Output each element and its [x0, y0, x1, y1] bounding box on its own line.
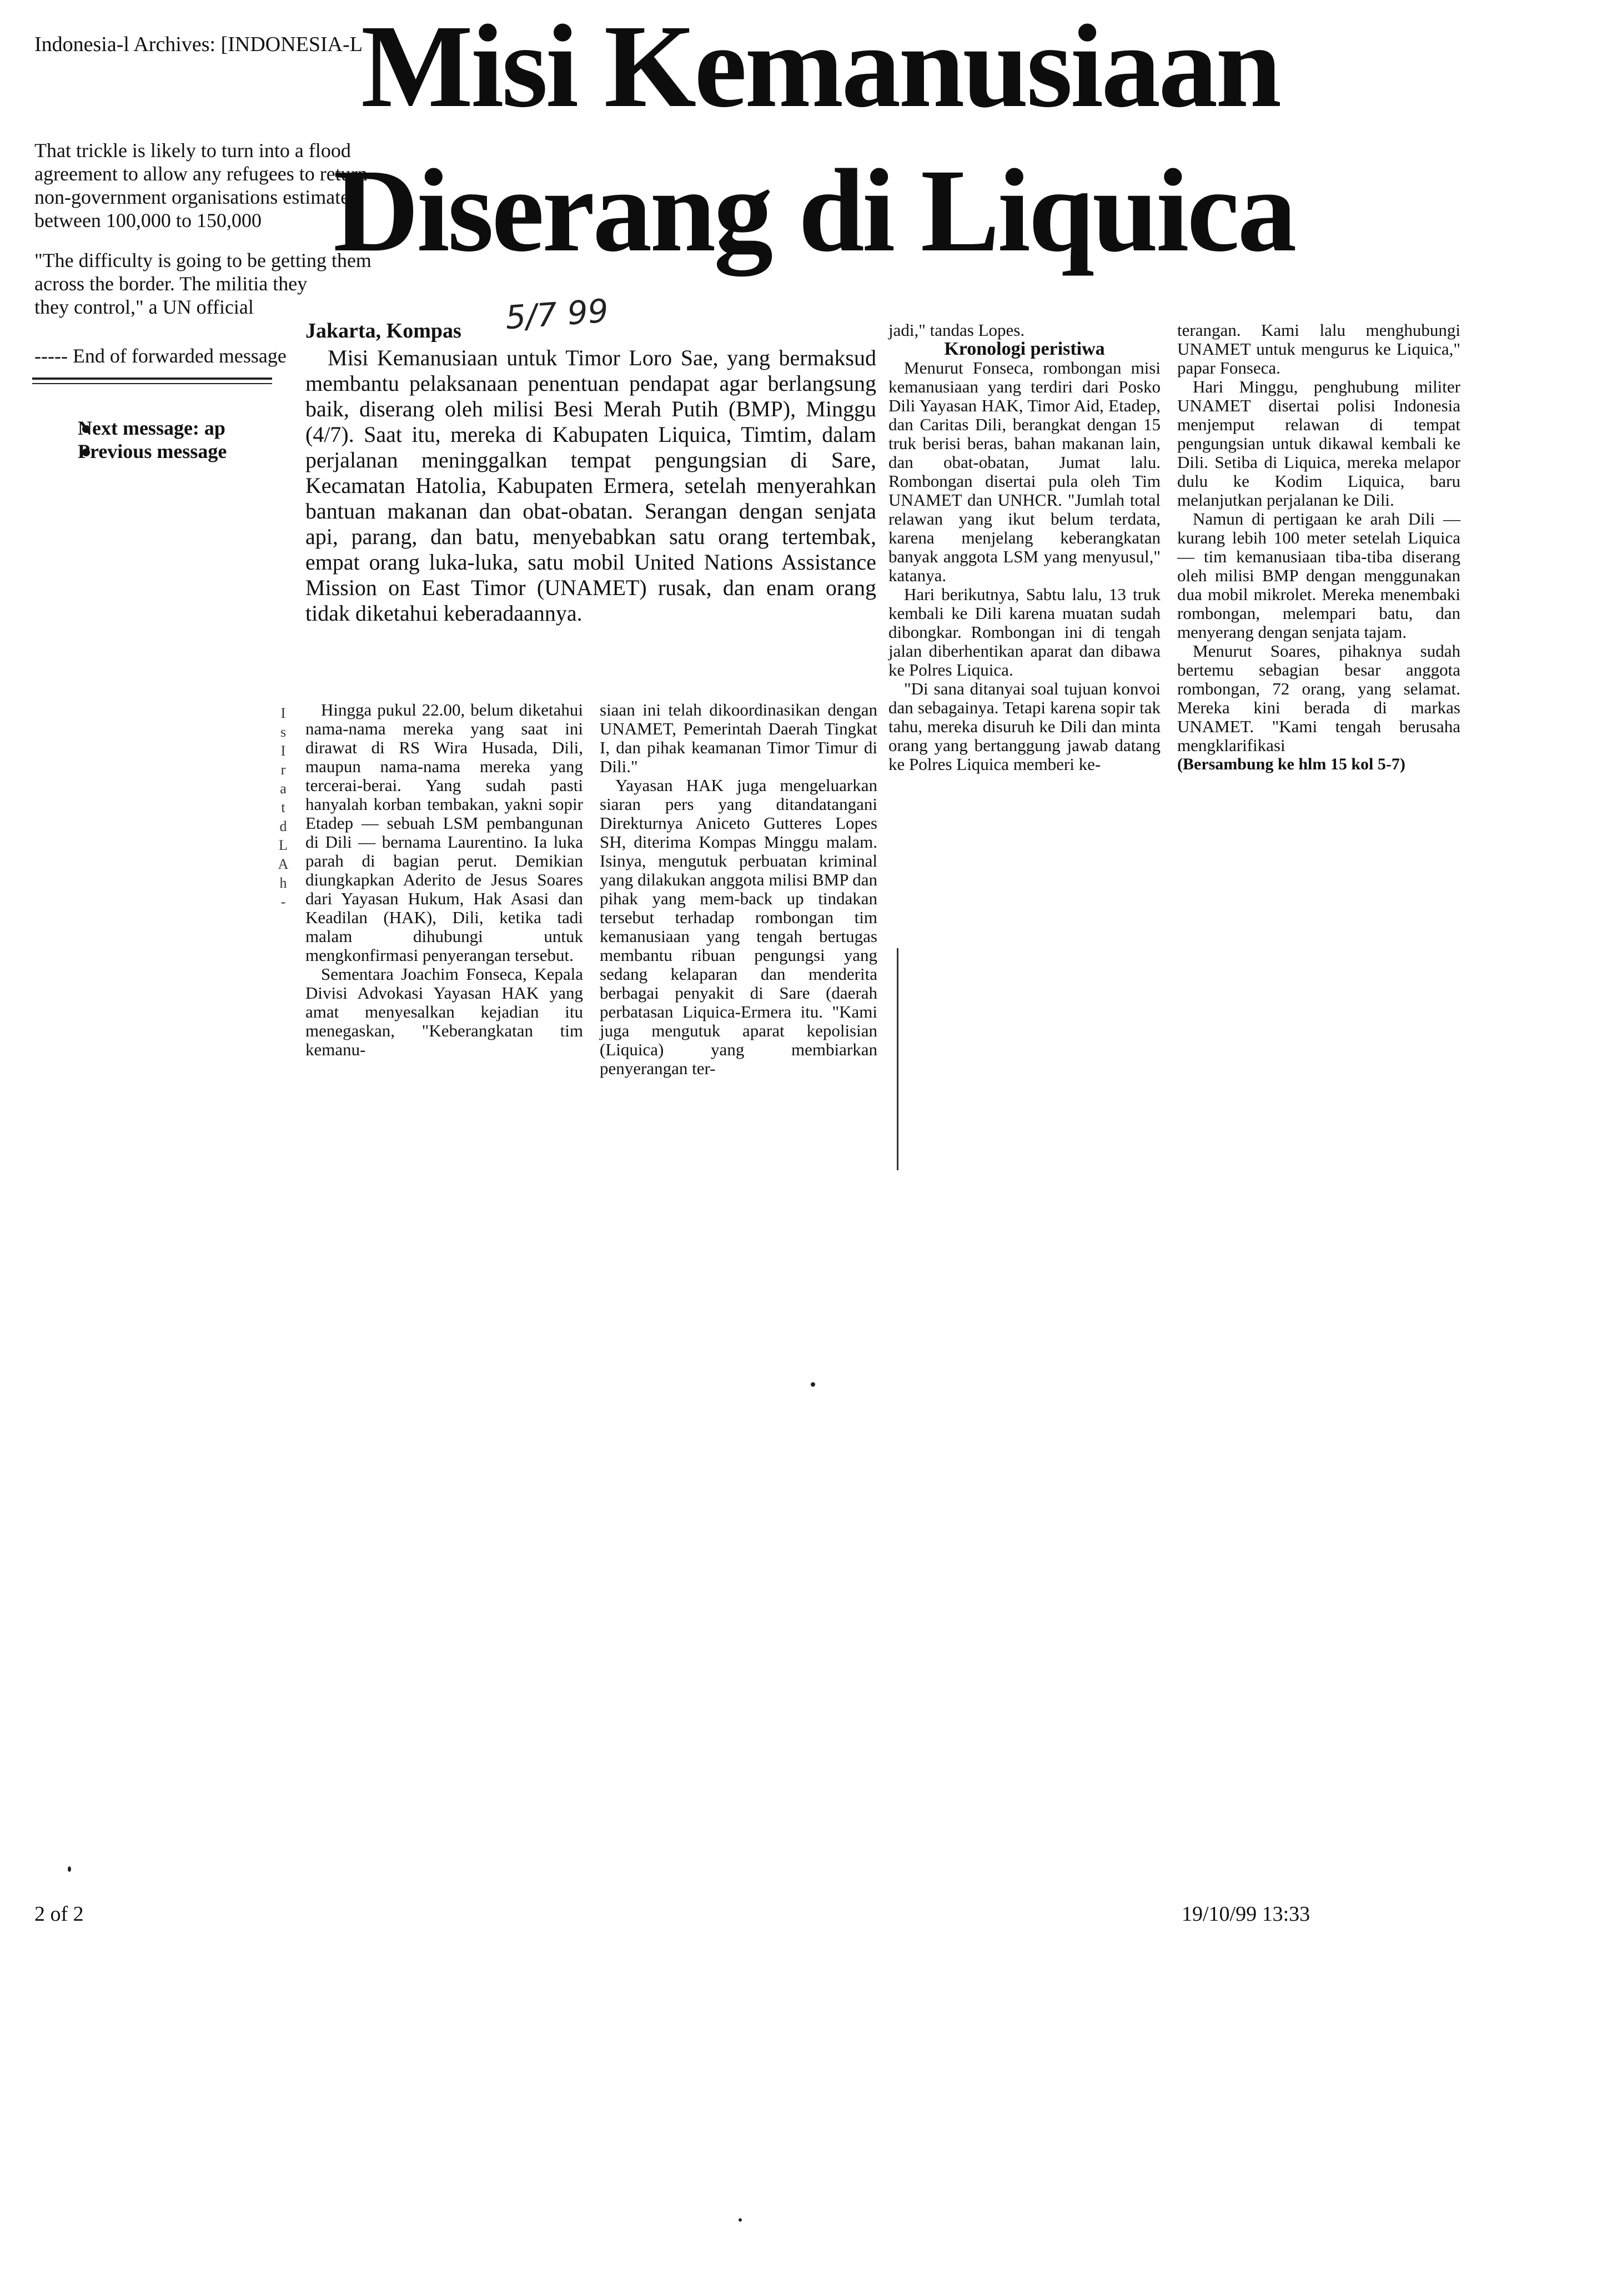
background-line: non-government organisations estimate: [34, 186, 350, 208]
divider-rule: [32, 383, 272, 384]
column-paragraph: Namun di pertigaan ke arah Dili —kurang lebih 100 meter setelah Liquica— tim kemanusiaan tiba-tiba diserang oleh milisi BMP dengan menggunakan dua mobil mikrolet. Mereka menembaki rombongan, melempari batu, dan menyerang dengan senjata tajam.: [1177, 509, 1460, 642]
margin-fragment: s: [280, 724, 287, 740]
page-header: Indonesia-l Archives: [INDONESIA-L: [34, 33, 363, 56]
quote-line: "The difficulty is going to be getting them: [34, 249, 371, 271]
column-paragraph: terangan. Kami lalu menghubungi UNAMET untuk mengurus ke Liquica," papar Fonseca.: [1177, 320, 1460, 377]
background-line: That trickle is likely to turn into a flood: [34, 139, 351, 162]
column-paragraph: Menurut Fonseca, rombongan misi kemanusiaan yang terdiri dari Posko Dili Yayasan HAK, Timor Aid, Etadep, dan Caritas Dili, berangkat dengan 15 truk berisi beras, bahan makanan lain, dan obat-obatan, Jumat lalu. Rombongan disertai pula oleh Tim UNAMET dan UNHCR. "Jumlah total relawan yang ikut belum terdata, karena menjelang keberangkatan banyak anggota LSM yang menyusul," katanya.: [888, 358, 1161, 585]
column-paragraph: Hari berikutnya, Sabtu lalu, 13 truk kembali ke Dili karena muatan sudah dibongkar. Rombongan ini di tengah jalan diberhentikan aparat dan dibawa ke Polres Liquica.: [888, 585, 1161, 679]
margin-fragment: A: [278, 856, 289, 872]
background-line: between 100,000 to 150,000: [34, 209, 262, 231]
margin-fragment: r: [280, 762, 286, 778]
margin-fragment: d: [279, 818, 287, 834]
previous-message-link[interactable]: Previous message: [78, 440, 227, 462]
handwritten-date: 5/7 99: [504, 291, 610, 337]
article-column-4: [1177, 321, 1460, 774]
article-column-2: [600, 701, 877, 1078]
column-paragraph: Menurut Soares, pihaknya sudah bertemu sebagian besar anggota rombongan, 72 orang, yang selamat. Mereka kini berada di markas UNAMET. "Kami tengah berusaha mengklarifikasi: [1177, 641, 1460, 755]
column-paragraph: Yayasan HAK juga mengeluarkan siaran pers yang ditandatangani Direkturnya Aniceto Gutteres Lopes SH, diterima Kompas Minggu malam. Isinya, mengutuk perbuatan kriminal yang dilakukan anggota milisi BMP dan pihak yang mem-back up tindakan tersebut terhadap rombongan tim kemanusiaan yang tengah bertugas membantu ribuan pengungsi yang sedang kelaparan dan menderita berbagai penyakit di Sare (daerah perbatasan Liquica-Ermera itu. "Kami juga mengutuk aparat kepolisian (Liquica) yang membiarkan penyerangan ter-: [600, 776, 877, 1078]
background-email-text: [34, 139, 371, 319]
section-subhead: Kronologi peristiwa: [944, 339, 1105, 359]
continued-note: (Bersambung ke hlm 15 kol 5-7): [1177, 755, 1405, 773]
article-headline-line1: Misi Kemanusiaan: [361, 1, 1280, 132]
margin-fragment: h: [279, 875, 287, 891]
column-paragraph: siaan ini telah dikoordinasikan dengan UNAMET, Pemerintah Daerah Tingkat I, dan pihak keamanan Timor Timur di Dili.": [600, 700, 877, 776]
margin-fragment: a: [280, 781, 287, 797]
column-paragraph: jadi," tandas Lopes.: [888, 320, 1025, 340]
article-headline-line2: Diserang di Liquica: [333, 145, 1295, 276]
scan-speck: [811, 1382, 815, 1387]
margin-fragment: L: [279, 837, 288, 853]
next-message-link[interactable]: Next message: ap: [78, 417, 225, 439]
article-dateline: Jakarta, Kompas: [305, 319, 461, 343]
scan-speck: [68, 1866, 71, 1872]
margin-fragment: I: [280, 743, 286, 759]
divider-rule: [32, 377, 272, 380]
column-paragraph: "Di sana ditanyai soal tujuan konvoi dan sebagainya. Tetapi karena sopir tak tahu, mereka disuruh ke Dili dan minta orang yang bertanggung jawab datang ke Polres Liquica memberi ke-: [888, 679, 1161, 774]
margin-fragment: -: [280, 894, 286, 910]
print-timestamp: 19/10/99 13:33: [1182, 1902, 1310, 1926]
column-paragraph: Hari Minggu, penghubung militer UNAMET disertai polisi Indonesia menjemput relawan di tempat pengungsian untuk dikawal kembali ke Dili. Setiba di Liquica, mereka melapor dulu ke Kodim Liquica, baru melanjutkan perjalanan ke Dili.: [1177, 377, 1460, 510]
article-column-1: [305, 701, 583, 1059]
quote-line: across the border. The militia they: [34, 273, 308, 295]
column-rule: [897, 948, 898, 1170]
lead-paragraph: Misi Kemanusiaan untuk Timor Loro Sae, yang bermaksud membantu pelaksanaan penentuan pendapat agar berlangsung baik, diserang oleh milisi Besi Merah Putih (BMP), Minggu (4/7). Saat itu, mereka di Kabupaten Liquica, Timtim, dalam perjalanan meninggalkan tempat pengungsian di Sare, Kecamatan Hatolia, Kabupaten Ermera, setelah menyerahkan bantuan makanan dan obat-obatan. Serangan dengan senjata api, parang, dan batu, menyebabkan satu orang tertembak, empat orang luka-luka, satu mobil United Nations Assistance Mission on East Timor (UNAMET) rusak, dan enam orang tidak diketahui keberadaannya.: [305, 345, 876, 626]
margin-fragment: t: [281, 799, 285, 815]
quote-line: they control," a UN official: [34, 296, 254, 318]
background-line: agreement to allow any refugees to return: [34, 163, 368, 185]
margin-fragment: I: [280, 705, 286, 721]
column-paragraph: Hingga pukul 22.00, belum diketahui nama-nama mereka yang saat ini dirawat di RS Wira Husada, Dili, maupun nama-nama mereka yang tercerai-berai. Yang sudah pasti hanyalah korban tembakan, yakni sopir Etadep — sebuah LSM pembangunan di Dili — bernama Laurentino. Ia luka parah di bagian perut. Demikian diungkapkan Aderito de Jesus Soares dari Yayasan Hukum, Hak Asasi dan Keadilan (HAK), Dili, ketika tadi malam dihubungi untuk mengkonfirmasi penyerangan tersebut.: [305, 700, 583, 965]
column-paragraph: Sementara Joachim Fonseca, Kepala Divisi Advokasi Yayasan HAK yang amat menyesalkan kejadian itu menegaskan, "Keberangkatan tim kemanu-: [305, 964, 583, 1059]
scan-speck: [739, 2218, 742, 2222]
article-lead: [305, 345, 876, 626]
forwarded-end: ----- End of forwarded message: [34, 345, 287, 367]
article-column-3: [888, 321, 1161, 774]
page-count: 2 of 2: [34, 1902, 84, 1926]
